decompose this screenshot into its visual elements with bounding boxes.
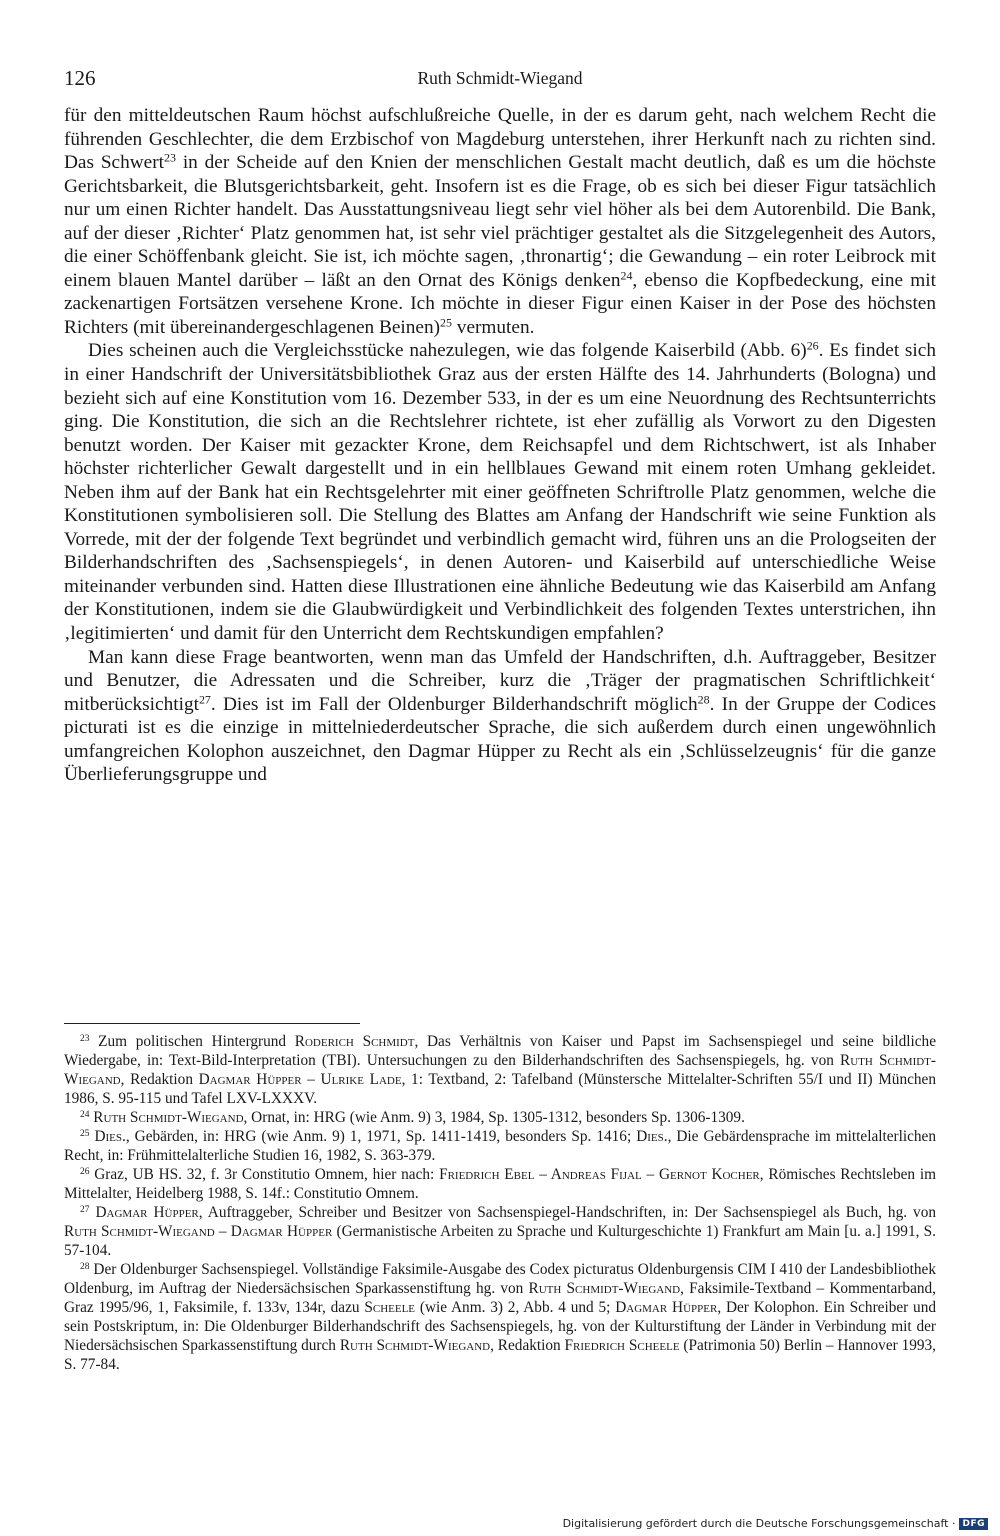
footnote-23: [64, 1032, 936, 1108]
author-name: Ruth Schmidt-Wiegand: [528, 1280, 681, 1297]
text-run: Zum politischen Hintergrund: [89, 1033, 295, 1050]
footnote-number: 24: [80, 1109, 90, 1120]
author-name: Ruth Schmidt-Wiegand: [64, 1052, 936, 1088]
footnote-number: 26: [80, 1166, 90, 1177]
text-run: , Redaktion: [120, 1071, 199, 1088]
page-header: [64, 66, 936, 96]
footnote-27: [64, 1203, 936, 1260]
footer-text: Digitalisierung gefördert durch die Deutsche Forschungsgemeinschaft ·: [562, 1517, 956, 1530]
footnote-number: 28: [80, 1261, 90, 1272]
footnote-24: [64, 1108, 936, 1127]
text-run: (Germanistische Arbeiten zu Sprache und Kulturgeschichte 1) Frankfurt am Main [u. a.] 1991, S. 57-104.: [64, 1223, 936, 1259]
author-name: Dies.: [636, 1128, 668, 1145]
text-run: , Ornat, in: HRG (wie Anm. 9) 3, 1984, Sp. 1305-1312, besonders Sp. 1306-1309.: [243, 1109, 745, 1126]
footnotes: [64, 1032, 936, 1374]
text-run: . In der Gruppe der Codices picturati ist es die einzige in mittelniederdeutscher Sprache, die sich außerdem durch einen ungewöhnlich umfangreichen Kolophon auszeichnet, den Dagmar Hüpper zu Recht als ein ‚Schlüsselzeugnis‘ für die ganze Überlieferungsgruppe und: [64, 693, 936, 786]
author-name: Ruth Schmidt-Wiegand: [339, 1337, 491, 1354]
running-head: Ruth Schmidt-Wiegand: [417, 68, 583, 88]
footnote-number: 25: [80, 1128, 90, 1139]
footnote-ref: 26: [806, 338, 819, 353]
footnote-number: 23: [80, 1033, 90, 1044]
footnote-ref: 24: [620, 268, 633, 283]
text-run: . Es findet sich in einer Handschrift der Universitätsbibliothek Graz aus der ersten Hälfte des 14. Jahrhunderts (Bologna) und bezieht sich auf eine Konstitution vom 16. Dezember 533, in der es um eine Neuordnung des Rechtsunterrichts ging. Die Konstitution, die sich an die Rechtslehrer richtete, ist eher zufällig als Vorwort zu den Digesten benutzt worden. Der Kaiser mit gezackter Krone, dem Reichsapfel und dem Richtschwert, ist als Inhaber höchster richterlicher Gewalt dargestellt und in ein hellblaues Gewand mit einem roten Umhang gekleidet. Neben ihm auf der Bank hat ein Rechtsgelehrter mit einer geöffneten Schriftrolle Platz genommen, welche die Konstitutionen symbolisieren soll. Die Stellung des Blattes am Anfang der Handschrift wie seine Funktion als Vorrede, mit der der folgende Text begründet und verbindlich gemacht wird, führen uns an die Prologseiten der Bilderhandschriften des ‚Sachsenspiegels‘, in denen Autoren- und Kaiserbild auf unterschiedliche Weise miteinander verbunden sind. Hatten diese Illustrationen eine ähnliche Bedeutung wie das Kaiserbild am Anfang der Konstitutionen, indem sie die Glaubwürdigkeit und Verbindlichkeit des folgenden Textes unterstrichen, ihn ‚legitimierten‘ und damit für den Unterricht dem Rechtskundigen empfahlen?: [64, 340, 936, 645]
text-run: , ebenso die Kopfbedeckung, eine mit zackenartigen Fortsätzen versehene Krone. Ich möchte in dieser Figur einen Kaiser in der Pose des höchsten Richters (mit übereinandergeschlagenen Beinen): [64, 269, 936, 338]
author-name: Dies.: [94, 1128, 126, 1145]
author-name: Friedrich Scheele: [564, 1337, 680, 1354]
author-name: Dagmar Hüpper – Ulrike Lade: [198, 1071, 402, 1088]
paragraph: [64, 339, 936, 645]
body-text: [64, 104, 936, 787]
footnote-ref: 25: [440, 315, 452, 330]
dfg-logo: DFG: [959, 1518, 988, 1530]
author-name: Roderich Schmidt: [294, 1033, 415, 1050]
author-name: Friedrich Ebel – Andreas Fijal – Gernot Kocher: [439, 1166, 760, 1183]
text-run: Man kann diese Frage beantworten, wenn man das Umfeld der Handschriften, d.h. Auftraggeber, Besitzer und Benutzer, die Adressaten und die Schreiber, kurz die ‚Träger der pragmatischen Schriftlichkeit‘ mitberücksichtigt: [64, 646, 936, 715]
footnote-divider: [64, 1023, 360, 1024]
text-run: . Dies ist im Fall der Oldenburger Bilderhandschrift möglich: [210, 693, 698, 715]
text-run: , Auftraggeber, Schreiber und Besitzer von Sachsenspiegel-Handschriften, in: Der Sachsenspiegel als Buch, hg. von: [198, 1204, 937, 1221]
text-run: Graz, UB HS. 32, f. 3r Constitutio Omnem, hier nach:: [89, 1166, 440, 1183]
text-run: , Die Gebärdensprache im mittelalterlichen Recht, in: Frühmittelalterliche Studien 16, 1982, S. 363-379.: [64, 1128, 936, 1164]
footnote-26: [64, 1165, 936, 1203]
text-run: (Patrimonia 50) Berlin – Hannover 1993, S. 77-84.: [64, 1337, 936, 1373]
text-run: , Faksimile-Textband – Kommentarband, Graz 1995/96, 1, Faksimile, f. 133v, 134r, dazu: [64, 1280, 936, 1316]
text-run: , 1: Textband, 2: Tafelband (Münstersche Mittelalter-Schriften 55/I und II) München 1986, S. 95-115 und Tafel LXV-LXXXV.: [64, 1071, 936, 1107]
footnote-25: [64, 1127, 936, 1165]
text-run: in der Scheide auf den Knien der menschlichen Gestalt macht deutlich, daß es um die höchste Gerichtsbarkeit, die Blutsgerichtsbarkeit, geht. Insofern ist es die Frage, ob es sich bei dieser Figur tatsächlich nur um einen Richter handelt. Das Ausstattungsniveau liegt sehr viel höher als bei dem Autorenbild. Die Bank, auf der dieser ‚Richter‘ Platz genommen hat, ist sehr viel prächtiger gestaltet als die Sitzgelegenheit des Autors, die einer Schöffenbank gleicht. Sie ist, ich möchte sagen, ‚thronartig‘; die Gewandung – ein roter Leibrock mit einem blauen Mantel darüber – läßt an den Ornat des Königs denken: [64, 152, 936, 291]
author-name: Scheele: [364, 1299, 416, 1316]
paragraph: [64, 646, 936, 787]
footnote-number: 27: [80, 1204, 90, 1215]
author-name: Ruth Schmidt-Wiegand: [93, 1109, 244, 1126]
text-run: Der Oldenburger Sachsenspiegel. Vollständige Faksimile-Ausgabe des Codex picturatus Oldenburgensis CIM I 410 der Landesbibliothek Oldenburg, im Auftrag der Niedersächsischen Sparkassenstiftung hg. von: [64, 1261, 936, 1297]
text-run: Dies scheinen auch die Vergleichsstücke nahezulegen, wie das folgende Kaiserbild (Abb. 6): [88, 340, 807, 362]
digitization-footer: [563, 1517, 988, 1530]
paragraph: [64, 104, 936, 339]
text-run: für den mitteldeutschen Raum höchst aufschlußreiche Quelle, in der es darum geht, nach welchem Recht die führenden Geschlechter, die dem Erzbischof von Magdeburg unterstehen, ihrer Herkunft nach zu richten sind. Das Schwert: [64, 105, 936, 174]
text-run: vermuten.: [451, 316, 535, 338]
text-run: (wie Anm. 3) 2, Abb. 4 und 5;: [415, 1299, 616, 1316]
footnote-ref: 23: [164, 150, 176, 165]
author-name: Dagmar Hüpper: [95, 1204, 199, 1221]
page-number: 126: [64, 66, 96, 90]
text-run: , Redaktion: [490, 1337, 565, 1354]
footnote-ref: 27: [198, 692, 211, 707]
author-name: Ruth Schmidt-Wiegand – Dagmar Hüpper: [64, 1223, 333, 1240]
author-name: Dagmar Hüpper: [615, 1299, 718, 1316]
text-run: , Gebärden, in: HRG (wie Anm. 9) 1, 1971, Sp. 1411-1419, besonders Sp. 1416;: [125, 1128, 637, 1145]
footnote-ref: 28: [697, 692, 710, 707]
footnote-28: [64, 1260, 936, 1374]
text-run: , Das Verhältnis von Kaiser und Papst im Sachsenspiegel und seine bildliche Wiedergabe, in: Text-Bild-Interpretation (TBI). Untersuchungen zu den Bilderhandschriften des Sachsenspiegels, hg. von: [64, 1033, 936, 1069]
text-run: , Römisches Rechtsleben im Mittelalter, Heidelberg 1988, S. 14f.: Constitutio Omnem.: [64, 1166, 936, 1202]
text-run: , Der Kolophon. Ein Schreiber und sein Postskriptum, in: Die Oldenburger Bilderhandschrift des Sachsenspiegels, hg. von der Kulturstiftung der Länder in Verbindung mit der Niedersächsischen Sparkassenstiftung durch: [64, 1299, 936, 1354]
